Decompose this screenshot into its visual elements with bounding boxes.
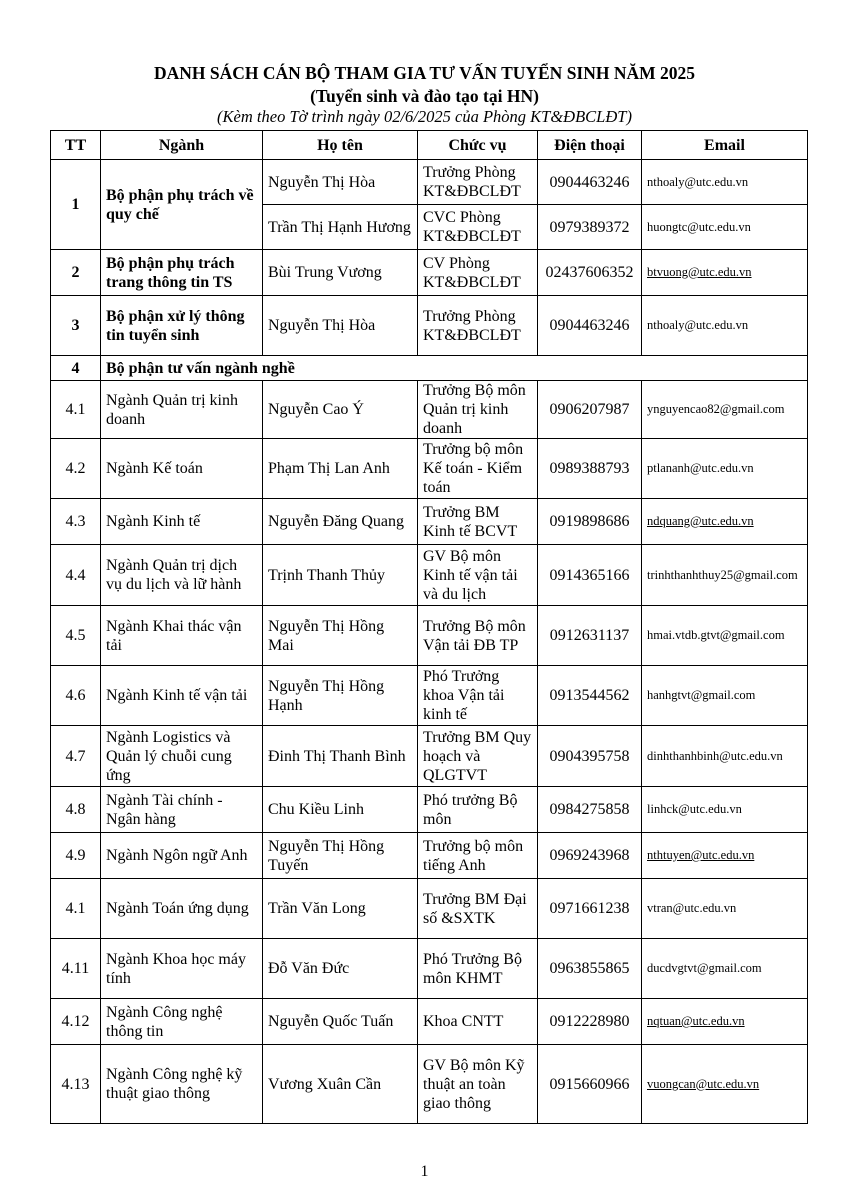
- table-row: [51, 499, 808, 545]
- row-email[interactable]: ndquang@utc.edu.vn: [642, 499, 808, 545]
- row-position: Trưởng BM Quy hoạch và QLGTVT: [418, 726, 538, 787]
- row-phone: 0914365166: [538, 545, 642, 606]
- row-name: Trần Thị Hạnh Hương: [263, 205, 418, 250]
- row-name: Nguyễn Thị Hồng Hạnh: [263, 666, 418, 726]
- row-email[interactable]: hanhgtvt@gmail.com: [642, 666, 808, 726]
- row-phone: 0912631137: [538, 606, 642, 666]
- row-email[interactable]: ptlananh@utc.edu.vn: [642, 439, 808, 499]
- row-email[interactable]: ynguyencao82@gmail.com: [642, 381, 808, 439]
- row-nganh: Ngành Kế toán: [101, 439, 263, 499]
- table-row: [51, 1045, 808, 1124]
- table-row: [51, 879, 808, 939]
- row-phone: 02437606352: [538, 250, 642, 296]
- table-row: [51, 545, 808, 606]
- staff-table: [50, 130, 808, 1124]
- col-header-nganh: Ngành: [101, 131, 263, 160]
- row-name: Nguyễn Thị Hồng Mai: [263, 606, 418, 666]
- row-phone: 0989388793: [538, 439, 642, 499]
- document-note: (Kèm theo Tờ trình ngày 02/6/2025 của Phòng KT&ĐBCLĐT): [217, 107, 632, 126]
- row-email[interactable]: dinhthanhbinh@utc.edu.vn: [642, 726, 808, 787]
- row-email[interactable]: vtran@utc.edu.vn: [642, 879, 808, 939]
- col-header-email: Email: [642, 131, 808, 160]
- row-tt: 4.11: [51, 939, 101, 999]
- row-position: Trưởng BM Kinh tế BCVT: [418, 499, 538, 545]
- row-position: CV Phòng KT&ĐBCLĐT: [418, 250, 538, 296]
- row-phone: 0971661238: [538, 879, 642, 939]
- row-phone: 0904395758: [538, 726, 642, 787]
- row-position: CVC Phòng KT&ĐBCLĐT: [418, 205, 538, 250]
- row-nganh: Ngành Quản trị kinh doanh: [101, 381, 263, 439]
- col-header-ho-ten: Họ tên: [263, 131, 418, 160]
- row-name: Vương Xuân Cần: [263, 1045, 418, 1124]
- row-tt: 4.9: [51, 833, 101, 879]
- col-header-tt: TT: [51, 131, 101, 160]
- col-header-chuc-vu: Chức vụ: [418, 131, 538, 160]
- row-position: Phó Trưởng khoa Vận tải kinh tế: [418, 666, 538, 726]
- row-tt: 4.5: [51, 606, 101, 666]
- row-nganh: Bộ phận xử lý thông tin tuyển sinh: [101, 296, 263, 356]
- row-position: Trưởng Phòng KT&ĐBCLĐT: [418, 160, 538, 205]
- row-email[interactable]: trinhthanhthuy25@gmail.com: [642, 545, 808, 606]
- table-row: [51, 160, 808, 205]
- row-tt: 4.8: [51, 787, 101, 833]
- row-tt: 4.13: [51, 1045, 101, 1124]
- row-phone: 0904463246: [538, 296, 642, 356]
- table-row: [51, 726, 808, 787]
- row-email[interactable]: nthtuyen@utc.edu.vn: [642, 833, 808, 879]
- row-tt: 4.2: [51, 439, 101, 499]
- row-nganh: Ngành Logistics và Quản lý chuỗi cung ứng: [101, 726, 263, 787]
- row-tt: 4: [51, 356, 101, 381]
- row-nganh: Ngành Toán ứng dụng: [101, 879, 263, 939]
- row-position: Trưởng bộ môn Kế toán - Kiểm toán: [418, 439, 538, 499]
- row-email[interactable]: nqtuan@utc.edu.vn: [642, 999, 808, 1045]
- table-row: [51, 439, 808, 499]
- row-phone: 0919898686: [538, 499, 642, 545]
- row-nganh: Ngành Tài chính - Ngân hàng: [101, 787, 263, 833]
- row-position: Phó Trưởng Bộ môn KHMT: [418, 939, 538, 999]
- row-email[interactable]: vuongcan@utc.edu.vn: [642, 1045, 808, 1124]
- row-nganh: Ngành Quản trị dịch vụ du lịch và lữ hành: [101, 545, 263, 606]
- row-position: GV Bộ môn Kinh tế vận tải và du lịch: [418, 545, 538, 606]
- table-row: [51, 606, 808, 666]
- row-phone: 0963855865: [538, 939, 642, 999]
- row-nganh: Ngành Công nghệ thông tin: [101, 999, 263, 1045]
- row-name: Nguyễn Thị Hòa: [263, 160, 418, 205]
- section-label: Bộ phận tư vấn ngành nghề: [101, 356, 808, 381]
- row-phone: 0906207987: [538, 381, 642, 439]
- table-row: [51, 999, 808, 1045]
- table-row: [51, 296, 808, 356]
- row-tt: 2: [51, 250, 101, 296]
- row-email[interactable]: btvuong@utc.edu.vn: [642, 250, 808, 296]
- row-position: Trưởng Phòng KT&ĐBCLĐT: [418, 296, 538, 356]
- row-email[interactable]: nthoaly@utc.edu.vn: [642, 296, 808, 356]
- row-position: GV Bộ môn Kỹ thuật an toàn giao thông: [418, 1045, 538, 1124]
- row-phone: 0912228980: [538, 999, 642, 1045]
- row-tt: 3: [51, 296, 101, 356]
- row-name: Trần Văn Long: [263, 879, 418, 939]
- page-number: 1: [420, 1163, 429, 1180]
- row-position: Phó trưởng Bộ môn: [418, 787, 538, 833]
- row-name: Nguyễn Thị Hồng Tuyến: [263, 833, 418, 879]
- table-row: [51, 939, 808, 999]
- table-row: [51, 250, 808, 296]
- row-email[interactable]: ducdvgtvt@gmail.com: [642, 939, 808, 999]
- row-tt: 4.1: [51, 381, 101, 439]
- row-name: Bùi Trung Vương: [263, 250, 418, 296]
- row-name: Nguyễn Quốc Tuấn: [263, 999, 418, 1045]
- row-nganh: Ngành Kinh tế vận tải: [101, 666, 263, 726]
- row-position: Trưởng Bộ môn Vận tải ĐB TP: [418, 606, 538, 666]
- row-tt: 4.6: [51, 666, 101, 726]
- row-tt: 1: [51, 160, 101, 250]
- row-phone: 0969243968: [538, 833, 642, 879]
- document-subtitle: (Tuyển sinh và đào tạo tại HN): [310, 86, 539, 106]
- row-email[interactable]: nthoaly@utc.edu.vn: [642, 160, 808, 205]
- row-email[interactable]: huongtc@utc.edu.vn: [642, 205, 808, 250]
- row-tt: 4.1: [51, 879, 101, 939]
- row-name: Nguyễn Đăng Quang: [263, 499, 418, 545]
- row-nganh: Bộ phận phụ trách trang thông tin TS: [101, 250, 263, 296]
- row-name: Phạm Thị Lan Anh: [263, 439, 418, 499]
- row-name: Đỗ Văn Đức: [263, 939, 418, 999]
- row-email[interactable]: linhck@utc.edu.vn: [642, 787, 808, 833]
- col-header-dien-thoai: Điện thoại: [538, 131, 642, 160]
- row-name: Chu Kiều Linh: [263, 787, 418, 833]
- row-tt: 4.4: [51, 545, 101, 606]
- row-tt: 4.12: [51, 999, 101, 1045]
- table-header-row: [51, 131, 808, 160]
- row-position: Khoa CNTT: [418, 999, 538, 1045]
- row-phone: 0915660966: [538, 1045, 642, 1124]
- row-email[interactable]: hmai.vtdb.gtvt@gmail.com: [642, 606, 808, 666]
- row-nganh: Ngành Ngôn ngữ Anh: [101, 833, 263, 879]
- row-phone: 0904463246: [538, 160, 642, 205]
- table-row: [51, 356, 808, 381]
- row-phone: 0979389372: [538, 205, 642, 250]
- row-tt: 4.3: [51, 499, 101, 545]
- row-phone: 0984275858: [538, 787, 642, 833]
- table-row: [51, 833, 808, 879]
- row-tt: 4.7: [51, 726, 101, 787]
- row-name: Trịnh Thanh Thủy: [263, 545, 418, 606]
- document-title: DANH SÁCH CÁN BỘ THAM GIA TƯ VẤN TUYỂN SINH NĂM 2025: [153, 63, 696, 83]
- row-phone: 0913544562: [538, 666, 642, 726]
- row-name: Nguyễn Cao Ý: [263, 381, 418, 439]
- row-nganh: Ngành Khai thác vận tải: [101, 606, 263, 666]
- row-position: Trưởng BM Đại số &SXTK: [418, 879, 538, 939]
- row-name: Nguyễn Thị Hòa: [263, 296, 418, 356]
- row-nganh: Ngành Công nghệ kỹ thuật giao thông: [101, 1045, 263, 1124]
- row-position: Trưởng Bộ môn Quản trị kinh doanh: [418, 381, 538, 439]
- table-row: [51, 787, 808, 833]
- table-row: [51, 381, 808, 439]
- row-nganh: Bộ phận phụ trách về quy chế: [101, 160, 263, 250]
- row-nganh: Ngành Khoa học máy tính: [101, 939, 263, 999]
- row-nganh: Ngành Kinh tế: [101, 499, 263, 545]
- row-position: Trưởng bộ môn tiếng Anh: [418, 833, 538, 879]
- row-name: Đinh Thị Thanh Bình: [263, 726, 418, 787]
- table-row: [51, 666, 808, 726]
